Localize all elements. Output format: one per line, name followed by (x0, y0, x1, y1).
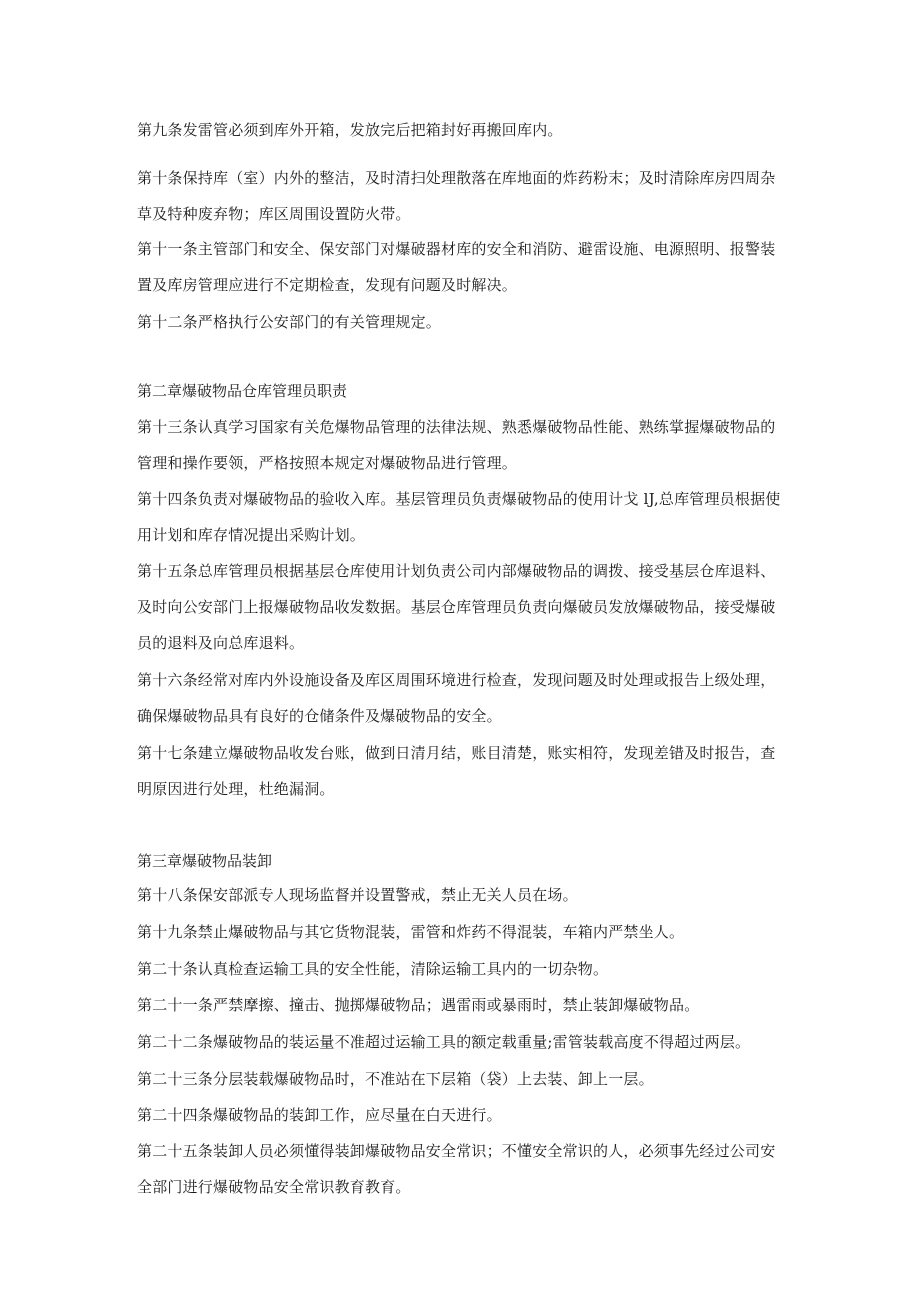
article-24: 第二十四条爆破物品的装卸工作，应尽量在白天进行。 (137, 1106, 502, 1124)
article-21: 第二十一条严禁摩擦、撞击、抛掷爆破物品；遇雷雨或暴雨时，禁止装卸爆破物品。 (137, 996, 700, 1014)
article-10: 第十条保持库（室）内外的整洁，及时清扫处理散落在库地面的炸药粉末；及时清除库房四周杂草及特种废弃物；库区周围设置防火带。 (137, 169, 776, 223)
article-22: 第二十二条爆破物品的装运量不准超过运输工具的额定载重量;雷管装载高度不得超过两层。 (137, 1033, 751, 1051)
article-25: 第二十五条装卸人员必须懂得装卸爆破物品安全常识；不懂安全常识的人，必须事先经过公司安全部门进行爆破物品安全常识教育教育。 (137, 1142, 776, 1196)
article-11: 第十一条主管部门和安全、保安部门对爆破器材库的安全和消防、避雷设施、电源照明、报警装置及库房管理应进行不定期检查，发现有问题及时解决。 (137, 240, 776, 294)
chapter-2-title: 第二章爆破物品仓库管理员职责 (137, 382, 348, 400)
article-13: 第十三条认真学习国家有关危爆物品管理的法律法规、熟悉爆破物品性能、熟练掌握爆破物品的管理和操作要领，严格按照本规定对爆破物品进行管理。 (137, 418, 776, 472)
article-12: 第十二条严格执行公安部门的有关管理规定。 (137, 313, 442, 331)
article-16: 第十六条经常对库内外设施设备及库区周围环境进行检查，发现问题及时处理或报告上级处理，确保爆破物品具有良好的仓储条件及爆破物品的安全。 (137, 671, 776, 725)
article-19: 第十九条禁止爆破物品与其它货物混装，雷管和炸药不得混装，车箱内严禁坐人。 (137, 923, 685, 941)
article-14: 第十四条负责对爆破物品的验收入库。基层管理员负责爆破物品的使用计戈 lJ,总库管理员根据使用计划和库存情况提出采购计划。 (137, 490, 781, 544)
article-23: 第二十三条分层装载爆破物品时，不准站在下层箱（袋）上去装、卸上一层。 (137, 1070, 654, 1088)
article-17: 第十七条建立爆破物品收发台账，做到日清月结，账目清楚，账实相符，发现差错及时报告，查明原因进行处理，杜绝漏洞。 (137, 744, 776, 798)
article-15: 第十五条总库管理员根据基层仓库使用计划负责公司内部爆破物品的调拨、接受基层仓库退料、及时向公安部门上报爆破物品收发数据。基层仓库管理员负责向爆破员发放爆破物品，接受爆破员的退料及向总库退料。 (137, 562, 776, 652)
article-18: 第十八条保安部派专人现场监督并设置警戒，禁止无关人员在场。 (137, 886, 578, 904)
article-20: 第二十条认真检查运输工具的安全性能，清除运输工具内的一切杂物。 (137, 960, 609, 978)
article-9: 第九条发雷管必须到库外开箱，发放完后把箱封好再搬回库内。 (137, 121, 563, 139)
chapter-3-title: 第三章爆破物品装卸 (137, 852, 273, 870)
